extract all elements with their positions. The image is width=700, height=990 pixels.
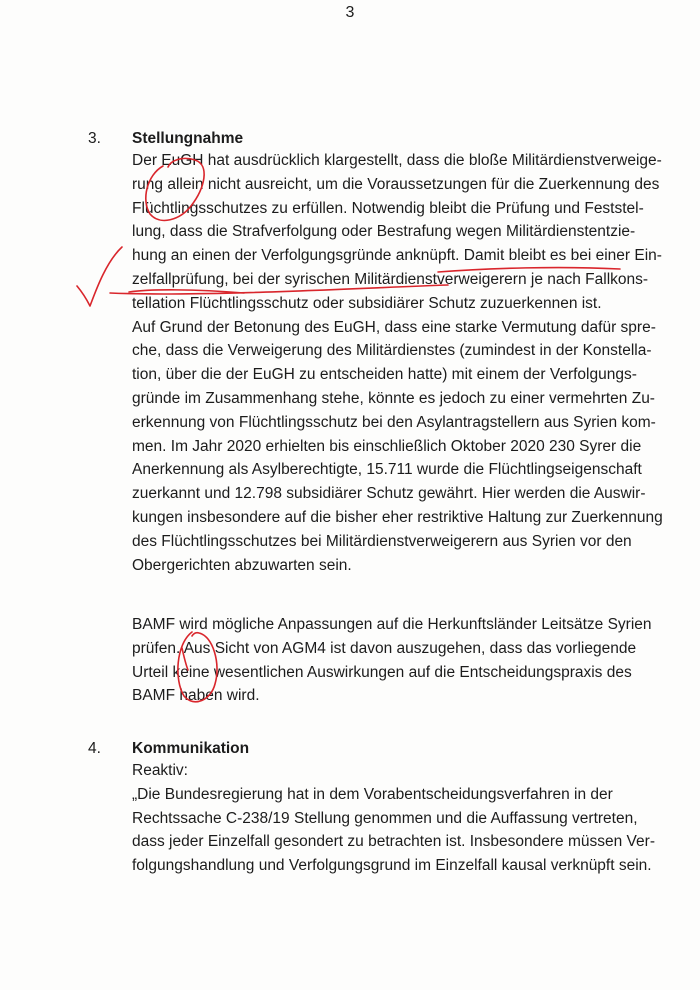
text-line: tion, über die der EuGH zu entscheiden hatte) mit einem der Verfolgungs-: [132, 366, 637, 384]
text-line: Obergerichten abzuwarten sein.: [132, 556, 352, 574]
text-line: folgungshandlung und Verfolgungsgrund im Einzelfall kausal verknüpft sein.: [132, 857, 652, 875]
text-line: Auf Grund der Betonung des EuGH, dass eine starke Vermutung dafür spre-: [132, 318, 656, 336]
section-3-paragraph-2: [132, 613, 652, 708]
text-line: che, dass die Verweigerung des Militärdienstes (zumindest in der Konstella-: [132, 342, 652, 360]
section-3-number: 3.: [88, 130, 101, 147]
text-line: zelfallprüfung, bei der syrischen Militärdienstverweigerern je nach Fallkons-: [132, 270, 649, 288]
text-line: tellation Flüchtlingsschutz oder subsidiärer Schutz zuzuerkennen ist.: [132, 294, 602, 312]
text-line: prüfen. Aus Sicht von AGM4 ist davon auszugehen, dass das vorliegende: [132, 639, 637, 657]
section-3-title: Stellungnahme: [132, 130, 244, 147]
section-4-body: [132, 759, 655, 878]
section-4-subtitle: Reaktiv:: [132, 762, 188, 779]
text-line: Der EuGH hat ausdrücklich klargestellt, dass die bloße Militärdienstverweige-: [132, 152, 662, 169]
text-line: BAMF haben wird.: [132, 687, 260, 705]
text-line: „Die Bundesregierung hat in dem Vorabentscheidungsverfahren in der: [132, 785, 613, 803]
text-line: rung allein nicht ausreicht, um die Voraussetzungen für die Zuerkennung des: [132, 175, 660, 193]
checkmark-annotation: [77, 247, 122, 306]
page-number: 3: [345, 4, 355, 21]
section-4-number: 4.: [88, 740, 101, 757]
text-line: zuerkannt und 12.798 subsidiärer Schutz gewährt. Hier werden die Auswir-: [132, 485, 646, 503]
text-line: BAMF wird mögliche Anpassungen auf die Herkunftsländer Leitsätze Syrien: [132, 616, 652, 633]
text-line: Flüchtlingsschutzes zu erfüllen. Notwendig bleibt die Prüfung und Feststel-: [132, 199, 644, 217]
text-line: dass jeder Einzelfall gesondert zu betrachten ist. Insbesondere müssen Ver-: [132, 833, 655, 851]
text-line: erkennung von Flüchtlingsschutz bei den Asylantragstellern aus Syrien kom-: [132, 413, 656, 431]
text-line: gründe im Zusammenhang stehe, könnte es jedoch zu einer vermehrten Zu-: [132, 389, 655, 407]
section-4-title: Kommunikation: [132, 740, 250, 757]
text-line: Urteil keine wesentlichen Auswirkungen auf die Entscheidungspraxis des: [132, 663, 632, 681]
text-line: Anerkennung als Asylberechtigte, 15.711 wurde die Flüchtlingseigenschaft: [132, 461, 642, 479]
text-line: hung an einen der Verfolgungsgründe anknüpft. Damit bleibt es bei einer Ein-: [132, 247, 662, 265]
text-line: lung, dass die Strafverfolgung oder Bestrafung wegen Militärdienstentzie-: [132, 223, 636, 241]
text-line: Rechtssache C-238/19 Stellung genommen und die Auffassung vertreten,: [132, 809, 638, 827]
text-line: des Flüchtlingsschutzes bei Militärdienstverweigerern aus Syrien vor den: [132, 532, 632, 550]
text-line: men. Im Jahr 2020 erhielten bis einschließlich Oktober 2020 230 Syrer die: [132, 437, 642, 455]
section-3-paragraph-1: [132, 149, 663, 577]
text-line: kungen insbesondere auf die bisher eher restriktive Haltung zur Zuerkennung: [132, 508, 663, 526]
